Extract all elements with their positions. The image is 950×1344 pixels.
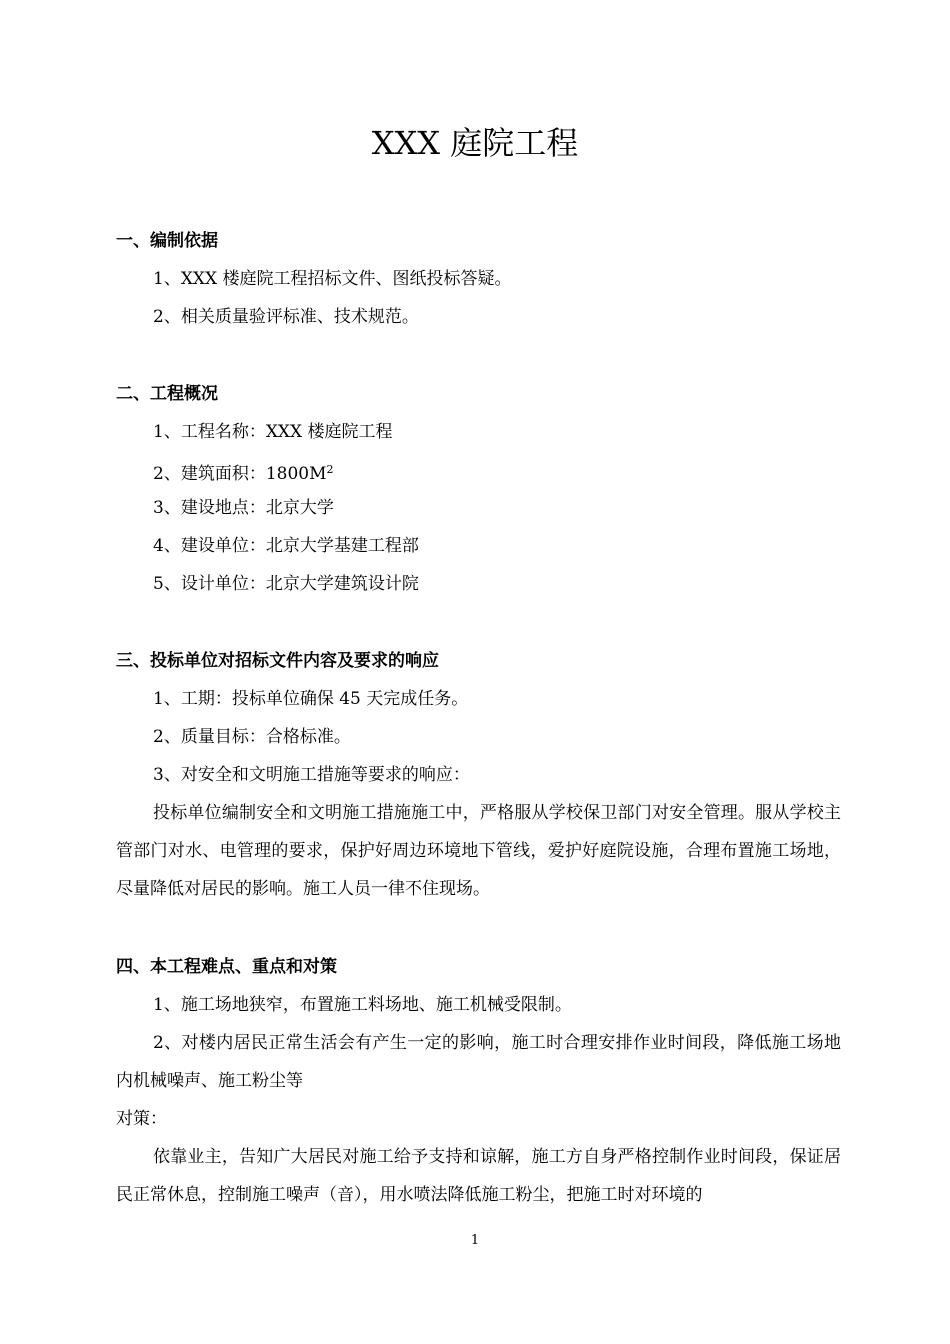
section-overview	[116, 375, 841, 603]
area-text: 2、建筑面积：1800M	[153, 464, 327, 484]
list-item	[116, 451, 841, 489]
list-item: 1、工程名称：XXX 楼庭院工程	[153, 422, 393, 442]
list-item: 1、XXX 楼庭院工程招标文件、图纸投标答疑。	[153, 269, 512, 289]
list-item: 4、建设单位：北京大学基建工程部	[153, 536, 419, 556]
section-response	[116, 642, 841, 908]
section-difficulties	[116, 948, 841, 1214]
document-title: XXX 庭院工程	[371, 124, 579, 162]
list-item: 3、对安全和文明施工措施等要求的响应：	[153, 765, 470, 785]
countermeasure-label: 对策：	[116, 1109, 167, 1129]
countermeasure-paragraph: 依靠业主，告知广大居民对施工给予支持和谅解，施工方自身严格控制作业时间段，保证居民正常休息，控制施工噪声（音），用水喷法降低施工粉尘，把施工时对环境的	[116, 1147, 841, 1205]
section-heading: 二、工程概况	[116, 384, 218, 404]
area-superscript: 2	[326, 463, 334, 476]
page-number: 1	[470, 1233, 480, 1248]
section-basis	[116, 222, 841, 336]
body-paragraph: 投标单位编制安全和文明施工措施施工中，严格服从学校保卫部门对安全管理。服从学校主管部门对水、电管理的要求，保护好周边环境地下管线，爱护好庭院设施，合理布置施工场地，尽量降低对居民的影响。施工人员一律不住现场。	[116, 803, 841, 899]
section-heading: 三、投标单位对招标文件内容及要求的响应	[116, 651, 439, 671]
list-item: 2、质量目标：合格标准。	[153, 727, 351, 747]
section-heading: 一、编制依据	[116, 231, 218, 251]
section-heading: 四、本工程难点、重点和对策	[116, 957, 337, 977]
list-item: 2、相关质量验评标准、技术规范。	[153, 307, 419, 327]
body-paragraph: 2、对楼内居民正常生活会有产生一定的影响，施工时合理安排作业时间段，降低施工场地内机械噪声、施工粉尘等	[116, 1033, 841, 1091]
list-item: 5、设计单位：北京大学建筑设计院	[153, 574, 419, 594]
list-item: 1、工期：投标单位确保 45 天完成任务。	[153, 689, 469, 709]
list-item: 3、建设地点：北京大学	[153, 498, 334, 518]
list-item: 1、施工场地狭窄，布置施工料场地、施工机械受限制。	[153, 995, 572, 1015]
